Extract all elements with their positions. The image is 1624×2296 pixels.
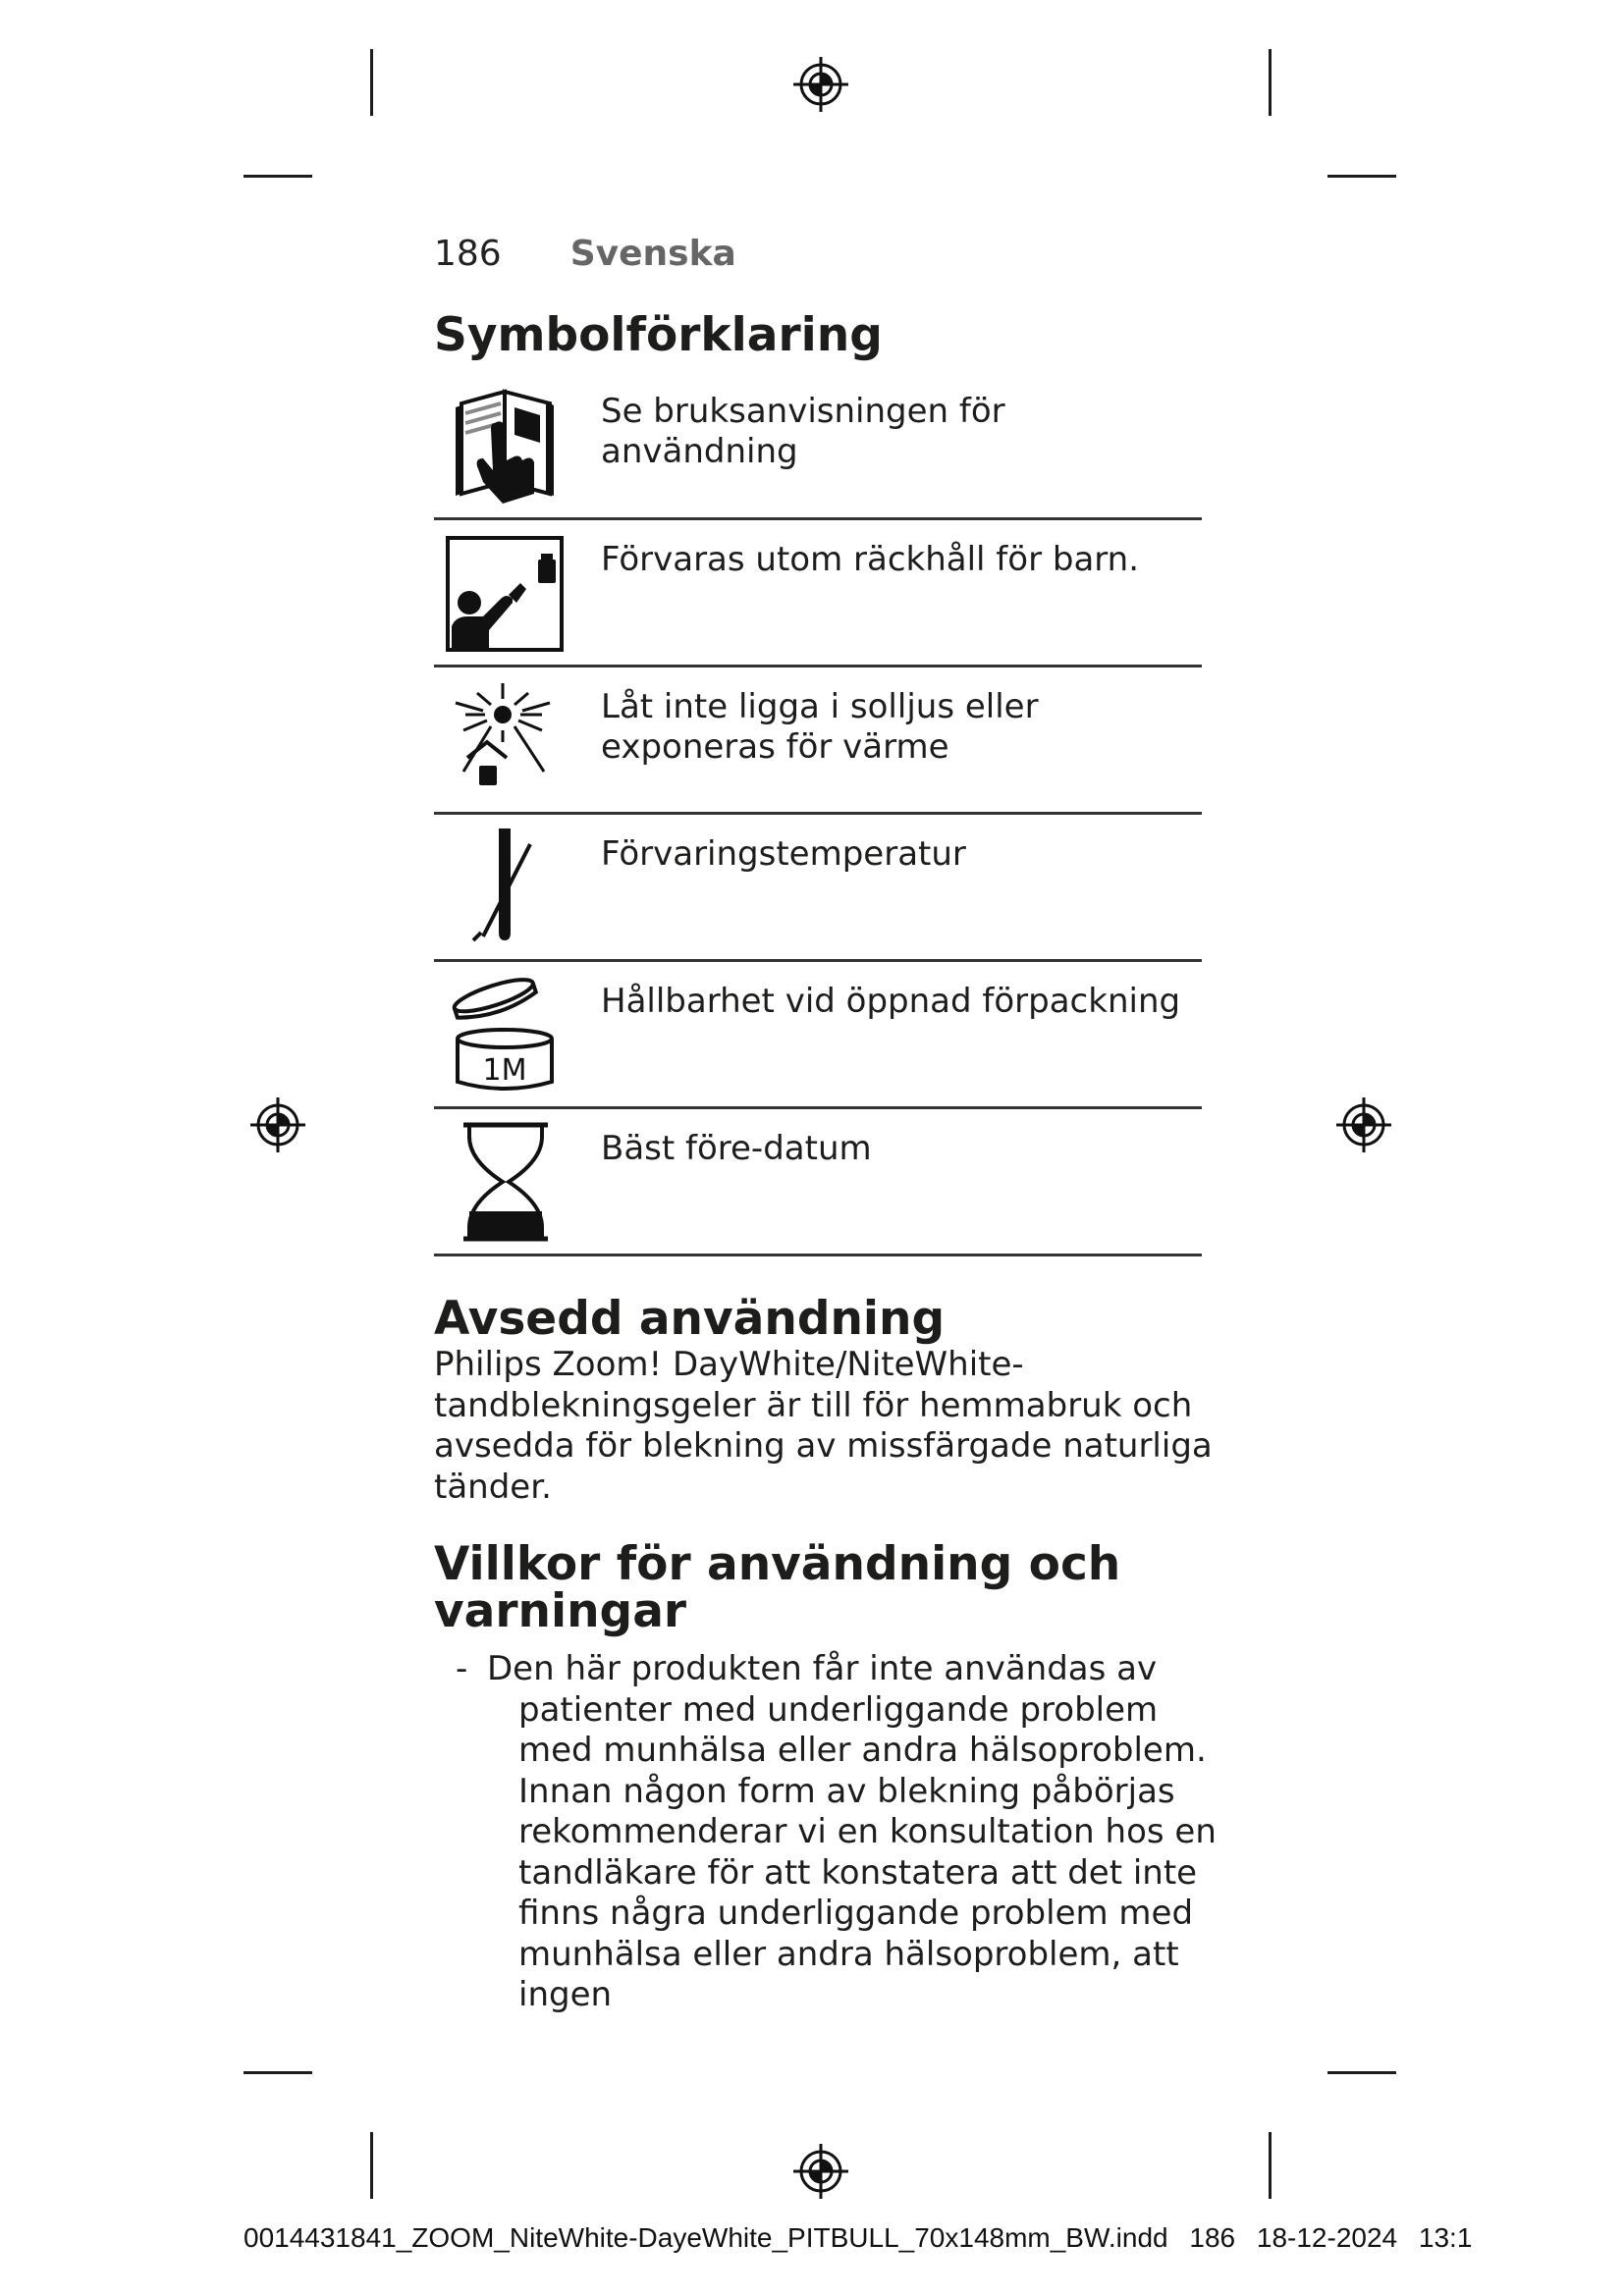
crop-mark-top-left-horizontal [244, 175, 312, 178]
section-language: Svenska [569, 234, 736, 274]
text-line: patienter med underliggande problem [518, 1689, 1159, 1730]
text-line: Philips Zoom! DayWhite/NiteWhite- [434, 1345, 1024, 1384]
crop-mark-top-left-vertical [370, 49, 373, 116]
sunlight-heat-icon [444, 679, 567, 802]
text-line: Den här produkten får inte användas av [487, 1649, 1158, 1688]
symbol-description: Bäst före-datum [601, 1129, 872, 1168]
crop-mark-bottom-right-vertical [1269, 2132, 1272, 2199]
registration-mark-bottom-icon [791, 2142, 850, 2201]
symbol-row [434, 962, 1202, 1109]
crop-mark-top-right-vertical [1269, 49, 1272, 116]
symbols-heading: Symbolförklaring [434, 308, 883, 362]
bullet-text [489, 1649, 1235, 2016]
slug-time: 13:1 [1418, 2222, 1473, 2253]
symbol-description: Hållbarhet vid öppnad förpackning [601, 982, 1181, 1021]
text-line: tandblekningsgeler är till för hemmabruk och [434, 1385, 1193, 1425]
keep-away-children-icon [444, 532, 567, 655]
symbol-table [434, 372, 1202, 1256]
heading-line: varningar [434, 1584, 687, 1638]
symbol-description: Låt inte ligga i solljus eller exponeras för värme [601, 687, 1039, 767]
intended-use-text [434, 1345, 1219, 1508]
page-header [434, 234, 736, 274]
symbol-row [434, 520, 1202, 667]
registration-mark-left-icon [248, 1095, 307, 1154]
print-slug [244, 2222, 1486, 2254]
temperature-limit-icon [444, 827, 567, 949]
slug-date: 18-12-2024 [1256, 2222, 1398, 2253]
bullet-dash: - [456, 1649, 468, 1688]
conditions-heading [434, 1537, 1121, 1638]
hourglass-icon [444, 1121, 567, 1244]
intended-use-heading: Avsedd användning [434, 1292, 946, 1346]
text-line: finns några underliggande problem med [518, 1894, 1194, 1933]
registration-mark-top-icon [791, 55, 850, 114]
symbol-row [434, 667, 1202, 815]
text-line: avsedda för blekning av missfärgade naturliga [434, 1426, 1213, 1466]
period-after-opening-icon [444, 974, 567, 1096]
pao-label: 1M [482, 1053, 527, 1088]
file-name: 0014431841_ZOOM_NiteWhite-DayeWhite_PITBULL_70x148mm_BW.indd [244, 2222, 1168, 2253]
crop-mark-bottom-left-vertical [370, 2132, 373, 2199]
symbol-description: Förvaringstemperatur [601, 834, 966, 874]
crop-mark-bottom-left-horizontal [244, 2071, 312, 2074]
symbol-description: Förvaras utom räckhåll för barn. [601, 540, 1140, 579]
symbol-row [434, 815, 1202, 962]
text-line: munhälsa eller andra hälsoproblem, att ingen [518, 1934, 1179, 2014]
slug-page-ref: 186 [1189, 2222, 1236, 2253]
text-line: rekommenderar vi en konsultation hos en [518, 1812, 1217, 1851]
manual-icon [444, 384, 567, 507]
symbol-row [434, 1109, 1202, 1256]
crop-mark-bottom-right-horizontal [1327, 2071, 1396, 2074]
text-line: Innan någon form av blekning påbörjas [518, 1771, 1175, 1811]
text-line: tänder. [434, 1467, 552, 1507]
symbol-row [434, 372, 1202, 520]
text-line: med munhälsa eller andra hälsoproblem. [518, 1731, 1207, 1770]
page-number: 186 [434, 234, 502, 274]
heading-line: Villkor för användning och [434, 1537, 1121, 1591]
registration-mark-right-icon [1334, 1095, 1393, 1154]
crop-mark-top-right-horizontal [1327, 175, 1396, 178]
symbol-description: Se bruksanvisningen för användning [601, 392, 1005, 471]
text-line: tandläkare för att konstatera att det inte [518, 1852, 1198, 1893]
